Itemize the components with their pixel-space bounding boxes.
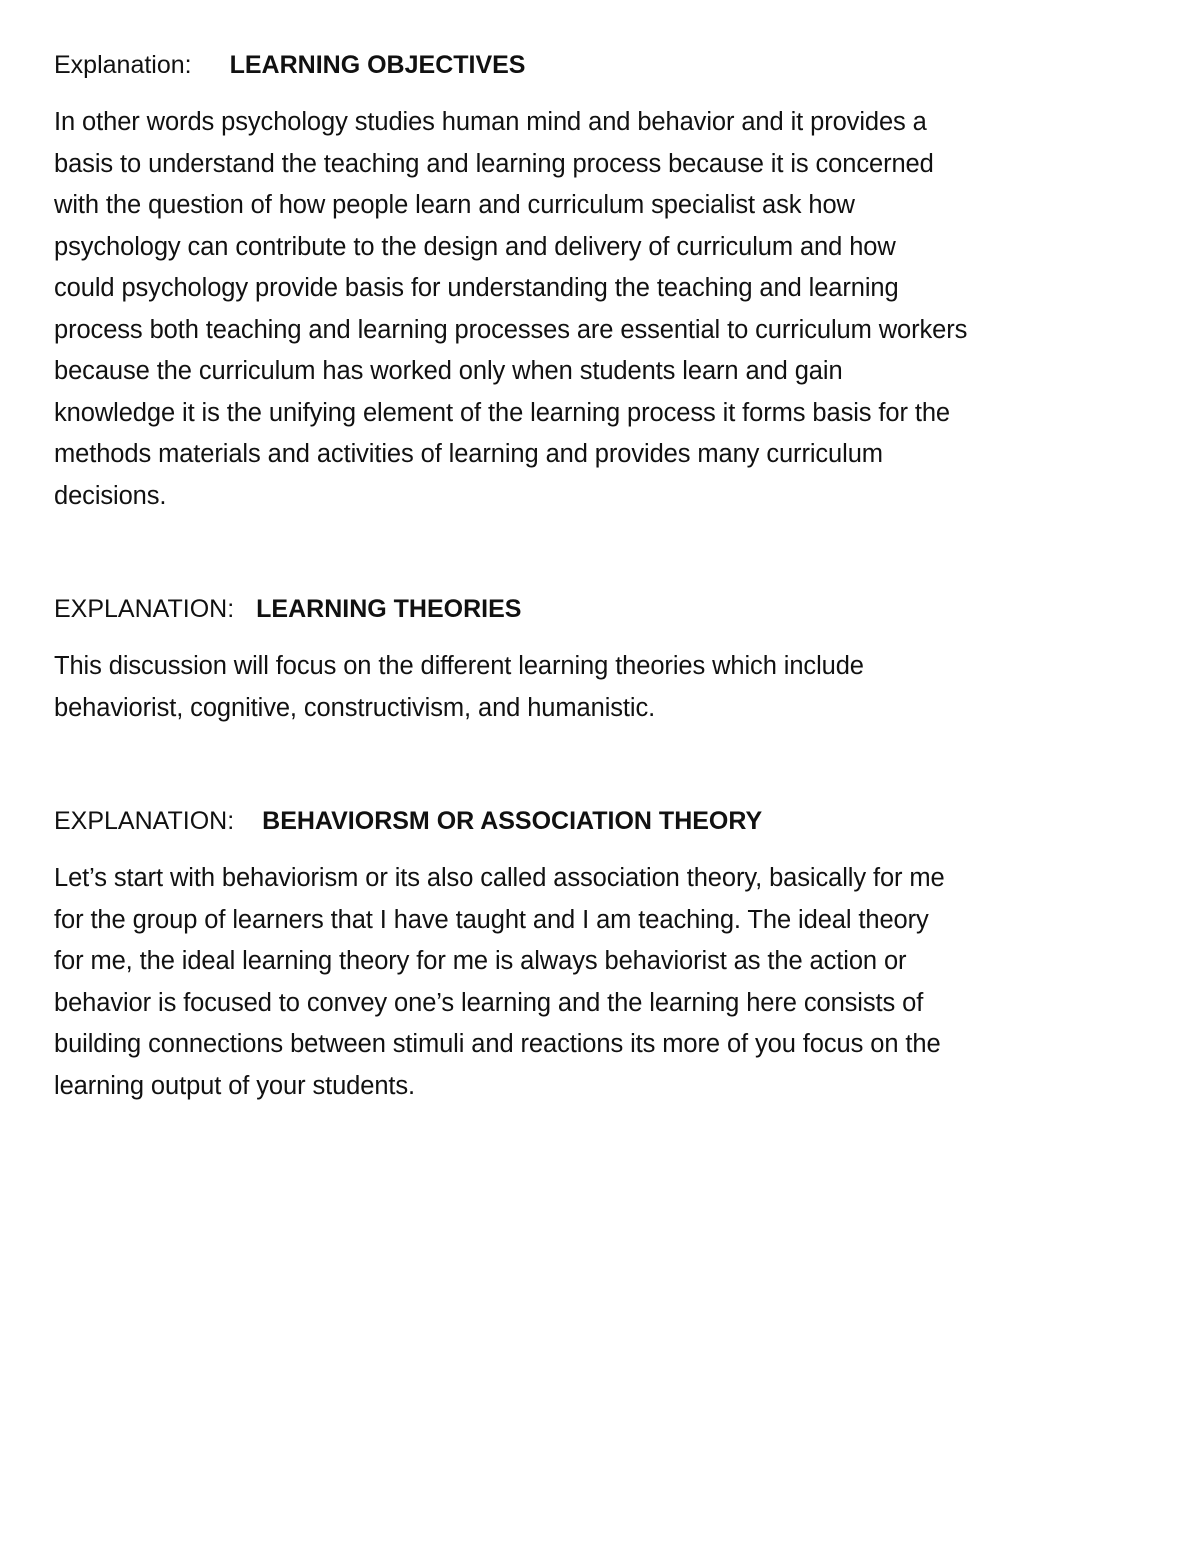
heading-title: LEARNING THEORIES xyxy=(256,595,522,623)
body-line: psychology can contribute to the design and delivery of curriculum and how xyxy=(54,232,896,261)
body-line: building connections between stimuli and reactions its more of you focus on the xyxy=(54,1030,941,1058)
body-line: learning output of your students. xyxy=(54,1071,416,1100)
heading-label: Explanation: xyxy=(54,51,192,79)
section-heading xyxy=(54,50,1124,80)
heading-title: BEHAVIORSM OR ASSOCIATION THEORY xyxy=(262,807,763,835)
section-heading xyxy=(54,806,1124,836)
heading-label: EXPLANATION: xyxy=(54,595,235,623)
body-line: for the group of learners that I have taught and I am teaching. The ideal theory xyxy=(54,905,929,934)
section-body xyxy=(54,858,1124,1107)
heading-label: EXPLANATION: xyxy=(54,807,235,835)
body-line: decisions. xyxy=(54,481,167,510)
section-learning-theories xyxy=(54,594,1124,729)
section-learning-objectives xyxy=(54,50,1124,517)
body-line: for me, the ideal learning theory for me is always behaviorist as the action or xyxy=(54,947,907,975)
body-line: with the question of how people learn and curriculum specialist ask how xyxy=(54,191,855,219)
body-line: because the curriculum has worked only when students learn and gain xyxy=(54,357,843,385)
body-line: basis to understand the teaching and learning process because it is concerned xyxy=(54,149,934,178)
body-line: process both teaching and learning processes are essential to curriculum workers xyxy=(54,315,968,344)
body-line: methods materials and activities of learning and provides many curriculum xyxy=(54,440,883,468)
section-behaviorism xyxy=(54,806,1124,1107)
body-line: behaviorist, cognitive, constructivism, and humanistic. xyxy=(54,693,656,722)
heading-title: LEARNING OBJECTIVES xyxy=(229,51,526,79)
body-line: This discussion will focus on the different learning theories which include xyxy=(54,652,864,680)
body-line: Let’s start with behaviorism or its also called association theory, basically for me xyxy=(54,864,945,892)
section-body xyxy=(54,102,1124,517)
body-line: In other words psychology studies human mind and behavior and it provides a xyxy=(54,108,927,136)
section-heading xyxy=(54,594,1124,624)
body-line: knowledge it is the unifying element of the learning process it forms basis for the xyxy=(54,398,951,427)
body-line: could psychology provide basis for understanding the teaching and learning xyxy=(54,274,899,302)
body-line: behavior is focused to convey one’s learning and the learning here consists of xyxy=(54,988,924,1017)
section-body xyxy=(54,646,1124,729)
